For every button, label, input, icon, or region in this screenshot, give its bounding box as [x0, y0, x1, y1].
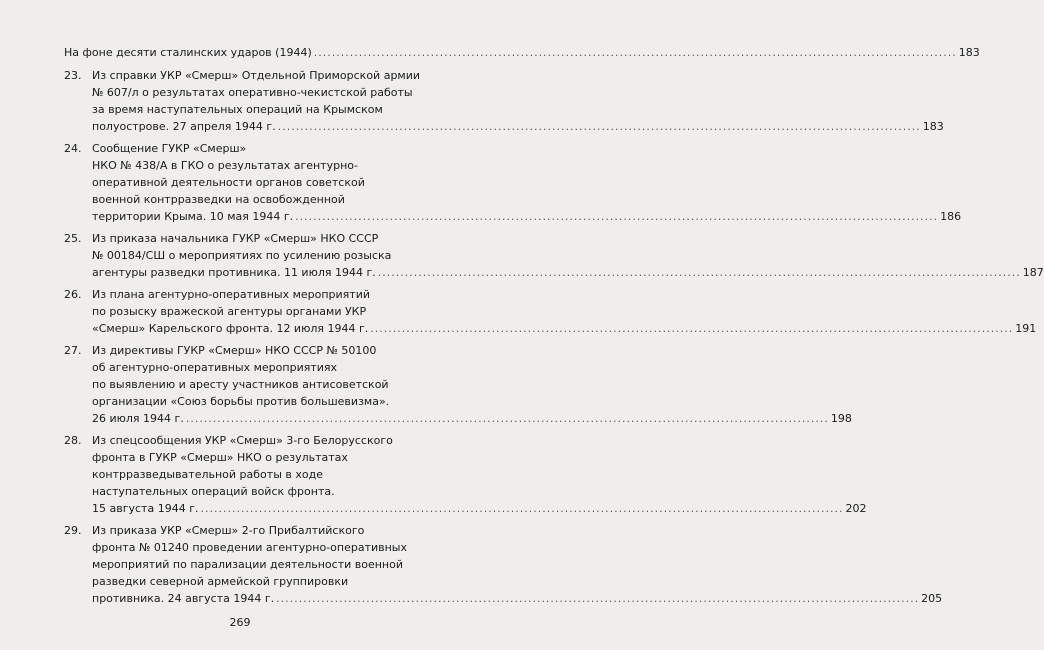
- entry-title-line: наступательных операций войск фронта.: [92, 485, 335, 498]
- entry-title: [92, 140, 961, 225]
- dot-leader: [314, 44, 957, 61]
- dot-leader: [200, 500, 843, 517]
- entry-title-line: за время наступательных операций на Крымском: [92, 103, 383, 116]
- entry-title: [92, 432, 866, 517]
- entry-title-line: Сообщение ГУКР «Смерш»: [92, 142, 247, 155]
- toc-entry: [64, 44, 980, 61]
- entry-title-line: полуострове. 27 апреля 1944 г.: [92, 120, 276, 133]
- dot-leader: [295, 208, 938, 225]
- entry-title-line: контрразведывательной работы в ходе: [92, 468, 323, 481]
- toc-entry: [64, 230, 1044, 281]
- toc-entry: [64, 522, 943, 607]
- entry-title-line: об агентурно-оперативных мероприятиях: [92, 361, 338, 374]
- entry-title-line: Из плана агентурно-оперативных мероприятий: [92, 288, 370, 301]
- entry-last-line: [92, 590, 942, 607]
- toc-entry: [64, 67, 944, 135]
- entry-title: [92, 67, 944, 135]
- entry-number: 26.: [64, 288, 82, 301]
- entry-title: [92, 342, 852, 427]
- entry-title: [64, 44, 980, 61]
- entry-title-line: № 607/л о результатах оперативно-чекистской работы: [92, 86, 413, 99]
- entry-title-line: № 00184/СШ о мероприятиях по усилению розыска: [92, 249, 392, 262]
- dot-leader: [370, 320, 1013, 337]
- entry-title-line: 26 июля 1944 г.: [92, 412, 184, 425]
- table-of-contents: [64, 44, 1044, 612]
- entry-title-line: 15 августа 1944 г.: [92, 502, 199, 515]
- entry-last-line: [92, 118, 944, 135]
- entry-last-line: [92, 500, 866, 517]
- entry-title-line: организации «Союз борьбы против большевизма».: [92, 395, 390, 408]
- entry-last-line: [64, 44, 980, 61]
- entry-title-line: противника. 24 августа 1944 г.: [92, 592, 275, 605]
- entry-title-line: по розыску вражеской агентуры органами УКР: [92, 305, 367, 318]
- entry-number: 28.: [64, 434, 82, 447]
- entry-last-line: [92, 410, 852, 427]
- entry-page-number: 187: [1022, 266, 1044, 279]
- entry-title-line: НКО № 438/А в ГКО о результатах агентурно-: [92, 159, 358, 172]
- entry-title-line: Из директивы ГУКР «Смерш» НКО СССР № 50100: [92, 344, 377, 357]
- entry-title-line: военной контрразведки на освобожденной: [92, 193, 345, 206]
- entry-number: 27.: [64, 344, 82, 357]
- entry-page-number: 183: [958, 46, 980, 59]
- entry-title-line: фронта в ГУКР «Смерш» НКО о результатах: [92, 451, 348, 464]
- entry-number: 25.: [64, 232, 82, 245]
- entry-title-line: оперативной деятельности органов советской: [92, 176, 365, 189]
- dot-leader: [378, 264, 1021, 281]
- entry-page-number: 191: [1015, 322, 1037, 335]
- entry-last-line: [92, 264, 1044, 281]
- entry-title: [92, 522, 942, 607]
- entry-title-line: На фоне десяти сталинских ударов (1944): [64, 46, 312, 59]
- entry-title-line: Из спецсообщения УКР «Смерш» 3-го Белорусского: [92, 434, 393, 447]
- entry-title-line: по выявлению и аресту участников антисоветской: [92, 378, 389, 391]
- entry-title: [92, 286, 1036, 337]
- toc-entry: [64, 286, 1037, 337]
- entry-title: [92, 230, 1044, 281]
- entry-title-line: разведки северной армейской группировки: [92, 575, 349, 588]
- entry-title-line: мероприятий по парализации деятельности военной: [92, 558, 403, 571]
- entry-title-line: Из справки УКР «Смерш» Отдельной Приморской армии: [92, 69, 421, 82]
- entry-title-line: Из приказа начальника ГУКР «Смерш» НКО СССР: [92, 232, 379, 245]
- dot-leader: [278, 118, 921, 135]
- entry-number: 23.: [64, 69, 82, 82]
- entry-page-number: 183: [922, 120, 944, 133]
- entry-title-line: «Смерш» Карельского фронта. 12 июля 1944 г.: [92, 322, 369, 335]
- entry-last-line: [92, 208, 961, 225]
- entry-title-line: территории Крыма. 10 мая 1944 г.: [92, 210, 294, 223]
- page-number: 269: [229, 616, 251, 629]
- entry-last-line: [92, 320, 1036, 337]
- entry-number: 29.: [64, 524, 82, 537]
- entry-title-line: агентуры разведки противника. 11 июля 1944 г.: [92, 266, 376, 279]
- dot-leader: [276, 590, 919, 607]
- toc-entry: [64, 432, 867, 517]
- toc-entry: [64, 342, 852, 427]
- entry-title-line: фронта № 01240 проведении агентурно-оперативных: [92, 541, 408, 554]
- entry-page-number: 198: [830, 412, 852, 425]
- entry-page-number: 205: [921, 592, 943, 605]
- dot-leader: [186, 410, 829, 427]
- entry-title-line: Из приказа УКР «Смерш» 2-го Прибалтийского: [92, 524, 365, 537]
- toc-entry: [64, 140, 962, 225]
- entry-page-number: 202: [845, 502, 867, 515]
- entry-page-number: 186: [940, 210, 962, 223]
- entry-number: 24.: [64, 142, 82, 155]
